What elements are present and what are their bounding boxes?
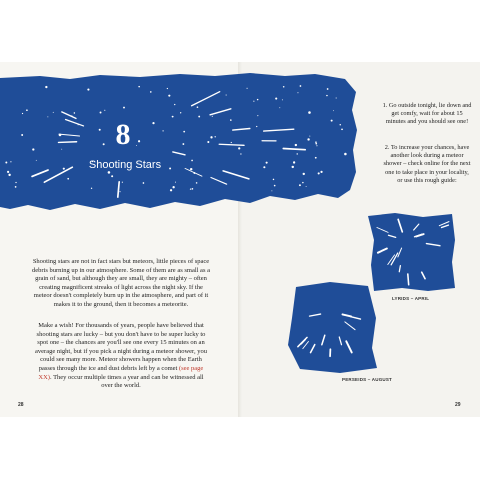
star-dot <box>308 111 311 114</box>
star-dot <box>122 182 123 183</box>
star-dot <box>257 99 258 100</box>
star-dot <box>198 116 200 118</box>
star-dot <box>182 143 184 145</box>
tip-2: 2. To increase your chances, have another look during a meteor shower – check online for the next one to take place in your locality, or use this rough guide: <box>383 144 471 184</box>
star-dot <box>150 91 152 93</box>
caption-lyrids: LYRIDS – APRIL <box>392 296 430 301</box>
star-dot <box>175 182 176 183</box>
star-dot <box>99 129 101 131</box>
star-dot <box>100 112 102 114</box>
star-dot <box>170 189 172 191</box>
star-dot <box>210 136 212 138</box>
star-dot <box>63 168 65 170</box>
star-dot <box>22 113 23 114</box>
star-dot <box>331 120 333 122</box>
paragraph-meteors <box>32 258 210 310</box>
star-dot <box>303 173 305 175</box>
paragraph-text: Make a wish! For thousands of years, people have believed that shooting stars are lucky – but you don't have to be super lucky to spot one – the chances are you'll see one every 15 minutes on an average night, but if you pick a night during a meteor shower, you could see many more. Meteor showers happen when the Earth passes through the ice and dust debris left by a comet (see page XX). They occur multiple times a year and can be witnessed all over the world. <box>35 322 207 390</box>
star-dot <box>247 88 248 89</box>
star-dot <box>309 136 310 137</box>
star-dot <box>333 110 334 111</box>
star-dot <box>120 191 121 192</box>
star-dot <box>196 182 198 184</box>
paragraph-text: Shooting stars are not in fact stars but meteors, little pieces of space debris burning up in our atmosphere. Some of them are as small as a grain of sand, but although they are small, they are mighty – often creating magnificent streaks of light across the night sky. If the meteor doesn't completely burn up in the atmosphere, and part of it makes it to the ground, then it becomes a meteorite. <box>32 258 210 308</box>
star-dot <box>152 122 154 124</box>
star-dot <box>315 141 317 143</box>
star-dot <box>108 171 111 174</box>
star-dot <box>315 143 317 145</box>
star-dot <box>238 147 240 149</box>
chapter-number: 8 <box>115 118 131 151</box>
star-dot <box>190 188 191 189</box>
star-dot <box>336 97 337 98</box>
star-dot <box>47 116 48 117</box>
star-dot <box>271 190 272 191</box>
star-dot <box>293 161 295 163</box>
star-dot <box>318 172 320 174</box>
star-dot <box>10 161 11 162</box>
star-dot <box>15 186 17 188</box>
star-dot <box>172 186 174 188</box>
star-dot <box>297 153 298 154</box>
star-dot <box>299 184 301 186</box>
star-dot <box>26 109 28 111</box>
star-dot <box>320 171 322 173</box>
star-dot <box>212 116 213 117</box>
star-dot <box>274 185 276 187</box>
star-dot <box>240 153 241 154</box>
star-dot <box>257 115 258 116</box>
page-reference-link[interactable]: (see page XX) <box>38 364 204 381</box>
star-dot <box>183 131 185 133</box>
star-dot <box>74 112 75 113</box>
paragraph-make-a-wish <box>32 322 210 391</box>
star-dot <box>143 182 145 184</box>
star-dot <box>71 115 72 116</box>
star-dot <box>53 112 54 113</box>
star-dot <box>275 98 277 100</box>
star-dot <box>295 144 297 146</box>
star-dot <box>104 110 105 111</box>
page-number-right: 29 <box>455 402 461 408</box>
star-dot <box>306 186 307 187</box>
star-dot <box>340 124 341 125</box>
star-dot <box>197 106 199 108</box>
star-dot <box>207 141 209 143</box>
star-dot <box>15 182 16 183</box>
star-dot <box>87 89 89 91</box>
star-dot <box>283 86 285 88</box>
star-dot <box>7 171 9 173</box>
meteor-streak <box>408 274 409 285</box>
meteor-streak <box>283 149 305 150</box>
star-dot <box>226 94 227 95</box>
star-dot <box>162 130 163 131</box>
star-dot <box>341 128 343 130</box>
star-dot <box>21 134 23 136</box>
star-dot <box>111 175 113 177</box>
star-dot <box>292 166 294 168</box>
star-dot <box>316 145 317 146</box>
star-dot <box>266 162 268 164</box>
star-dot <box>327 88 329 90</box>
chapter-title: Shooting Stars <box>88 159 162 171</box>
star-dot <box>67 178 69 180</box>
star-dot <box>193 172 195 174</box>
meteor-shower-illustration <box>0 73 357 210</box>
star-dot <box>279 107 280 108</box>
star-dot <box>300 85 302 87</box>
star-dot <box>282 99 283 100</box>
star-dot <box>78 124 79 125</box>
meteor-streak <box>58 142 76 143</box>
star-dot <box>191 160 193 162</box>
star-dot <box>307 138 309 140</box>
star-dot <box>253 101 254 102</box>
caption-perseids: PERSEIDS – AUGUST <box>342 377 392 382</box>
star-dot <box>91 188 92 189</box>
star-dot <box>8 174 10 176</box>
star-dot <box>36 160 37 161</box>
star-dot <box>230 119 232 121</box>
page-number-left: 28 <box>18 402 24 408</box>
star-dot <box>174 104 175 105</box>
star-dot <box>192 188 194 190</box>
star-dot <box>326 95 327 96</box>
star-dot <box>123 107 125 109</box>
star-dot <box>190 168 192 170</box>
star-dot <box>61 149 62 150</box>
star-dot <box>167 88 168 89</box>
perseids-shower-illustration <box>288 282 377 373</box>
tip-1: 1. Go outside tonight, lie down and get comfy, wait for about 15 minutes and you should see one! <box>382 102 472 126</box>
star-dot <box>215 136 216 137</box>
star-dot <box>231 142 232 143</box>
star-dot <box>45 86 47 88</box>
star-dot <box>32 148 34 150</box>
star-dot <box>5 161 7 163</box>
star-dot <box>172 116 174 118</box>
star-dot <box>169 167 171 169</box>
star-dot <box>297 92 298 93</box>
star-dot <box>302 182 303 183</box>
star-dot <box>138 86 140 88</box>
star-dot <box>168 95 170 97</box>
star-dot <box>59 134 62 137</box>
star-dot <box>273 179 275 181</box>
star-dot <box>263 166 265 168</box>
star-dot <box>256 126 257 127</box>
star-dot <box>344 153 347 156</box>
star-dot <box>315 157 317 159</box>
star-dot <box>180 112 181 113</box>
